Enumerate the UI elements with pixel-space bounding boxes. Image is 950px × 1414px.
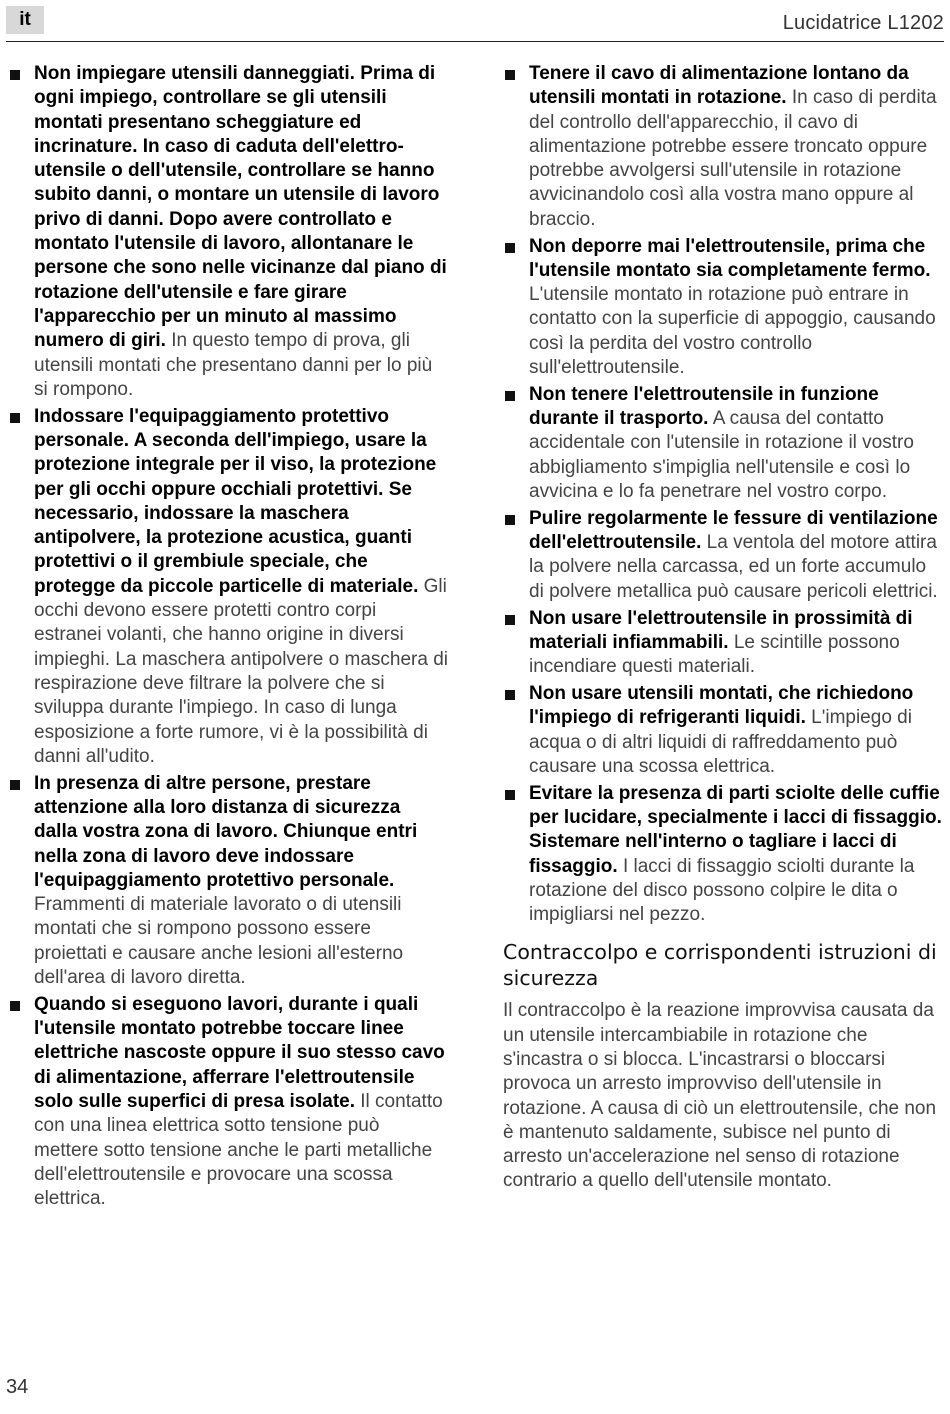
bullet-square-icon xyxy=(505,615,515,625)
safety-item xyxy=(503,607,943,680)
safety-item xyxy=(503,782,943,928)
safety-item-text: La ventola del motore attira la polvere nella carcassa, ed un forte accumulo di polvere metallica può causare pericoli elettrici. xyxy=(529,532,938,602)
safety-item-text: In questo tempo di prova, gli utensili montati che presentano danni per lo più si rompono. xyxy=(34,330,433,400)
safety-item-text: A causa del contatto accidentale con l'utensile in rotazione il vostro abbigliamento s'impiglia nell'utensile e così lo avvicina e lo fa penetrare nel vostro corpo. xyxy=(529,408,914,503)
page-number: 34 xyxy=(6,1376,29,1398)
safety-item-bold: Tenere il cavo di alimentazione lontano da utensili montati in rotazione. xyxy=(529,63,909,109)
language-badge: it xyxy=(6,6,44,34)
safety-item-text: Gli occhi devono essere protetti contro corpi estranei volanti, che hanno origine in diversi impieghi. La maschera antipolvere o maschera di respirazione deve filtrare la polvere che si sviluppa durante l'impiego. In caso di lunga esposizione a forte rumore, vi è la possibilità di danni all'udito. xyxy=(34,575,448,767)
safety-item-bold: Evitare la presenza di parti sciolte delle cuffie per lucidare, specialmente i lacci di fissaggio. Sistemare nell'interno o tagliare i lacci di fissaggio. xyxy=(529,782,942,877)
safety-item xyxy=(503,235,943,381)
right-column xyxy=(503,62,943,1194)
safety-item-text: Le scintille possono incendiare questi materiali. xyxy=(529,631,900,678)
safety-item-text: L'impiego di acqua o di altri liquidi di raffreddamento può causare una scossa elettrica. xyxy=(529,707,912,777)
section-body: Il contraccolpo è la reazione improvvisa causata da un utensile intercambiabile in rotazione che s'incastra o si blocca. L'incastrarsi o bloccarsi provoca un arresto improvviso dell'utensile in rotazione. A causa di ciò un elettroutensile, che non è mantenuto saldamente, subisce nel punto di arresto un'accelerazione nel senso di rotazione contrario a quello dell'utensile montato. xyxy=(503,1000,937,1192)
safety-item xyxy=(8,993,448,1212)
safety-item-text: In caso di perdita del controllo dell'apparecchio, il cavo di alimentazione potrebbe essere troncato oppure potrebbe avvolgersi sull'utensile in rotazione avvicinandolo così alla vostra mano oppure al braccio. xyxy=(529,87,937,230)
safety-item xyxy=(8,62,448,402)
safety-item-bold: Indossare l'equipaggiamento protettivo personale. A seconda dell'impiego, usare la protezione integrale per il viso, la protezione per gli occhi oppure occhiali protettivi. Se necessario, indossare la maschera antipolvere, la protezione acustica, guanti protettivi o il grembiule speciale, che protegge da piccole particelle di materiale. xyxy=(34,405,437,597)
left-column xyxy=(8,62,448,1214)
bullet-square-icon xyxy=(505,790,515,800)
safety-item xyxy=(503,682,943,779)
safety-item xyxy=(503,507,943,604)
bullet-square-icon xyxy=(10,1001,20,1011)
safety-item-text: Il contatto con una linea elettrica sotto tensione può mettere sotto tensione anche le parti metalliche dell'elettroutensile e provocare una scossa elettrica. xyxy=(34,1090,443,1210)
bullet-square-icon xyxy=(505,690,515,700)
safety-item-text: L'utensile montato in rotazione può entrare in contatto con la superficie di appoggio, causando così la perdita del vostro controllo sull'elettroutensile. xyxy=(529,284,936,379)
document-title: Lucidatrice L1202 xyxy=(782,12,944,34)
safety-item-text: Frammenti di materiale lavorato o di utensili montati che si rompono possono essere proiettati e causare anche lesioni all'esterno dell'area di lavoro diretta. xyxy=(34,894,404,988)
bullet-square-icon xyxy=(10,413,20,423)
safety-item-bold: Non usare utensili montati, che richiedono l'impiego di refrigeranti liquidi. xyxy=(529,682,914,729)
safety-item-text: I lacci di fissaggio sciolti durante la rotazione del disco possono colpire le dita o impigliarsi nel pezzo. xyxy=(529,855,915,926)
bullet-square-icon xyxy=(505,70,515,80)
safety-item-bold: Pulire regolarmente le fessure di ventilazione dell'elettroutensile. xyxy=(529,507,938,554)
safety-item-bold: Quando si eseguono lavori, durante i quali l'utensile montato potrebbe toccare linee elettriche nascoste oppure il suo stesso cavo di alimentazione, afferrare l'elettroutensile solo sulle superfici di presa isolate. xyxy=(34,993,445,1112)
safety-item xyxy=(503,62,943,232)
safety-item-bold: Non impiegare utensili danneggiati. Prima di ogni impiego, controllare se gli utensili montati presentano scheggiature ed incrinature. In caso di caduta dell'elettroutensile o dell'utensile, controllare se hanno subito danni, o montare un utensile di lavoro privo di danni. Dopo avere controllato e montato l'utensile di lavoro, allontanare le persone che sono nelle vicinanze dal piano di rotazione dell'utensile e fare girare l'apparecchio per un minuto al massimo numero di giri. xyxy=(34,63,447,352)
safety-item xyxy=(503,383,943,504)
bullet-square-icon xyxy=(505,243,515,253)
safety-item xyxy=(8,405,448,769)
safety-item-bold: Non deporre mai l'elettroutensile, prima che l'utensile montato sia completamente fermo. xyxy=(529,235,931,281)
bullet-square-icon xyxy=(10,70,20,80)
safety-item-bold: In presenza di altre persone, prestare attenzione alla loro distanza di sicurezza dalla vostra zona di lavoro. Chiunque entri nella zona di lavoro deve indossare l'equipaggiamento protettivo personale. xyxy=(34,772,418,891)
safety-item-bold: Non tenere l'elettroutensile in funzione durante il trasporto. xyxy=(529,383,879,430)
bullet-square-icon xyxy=(505,391,515,401)
header-divider xyxy=(6,41,944,42)
safety-item-bold: Non usare l'elettroutensile in prossimità di materiali infiammabili. xyxy=(529,607,913,653)
bullet-square-icon xyxy=(505,515,515,525)
section-heading: Contraccolpo e corrispondenti istruzioni di sicurezza xyxy=(503,940,937,991)
bullet-square-icon xyxy=(10,780,20,790)
safety-item xyxy=(8,772,448,991)
